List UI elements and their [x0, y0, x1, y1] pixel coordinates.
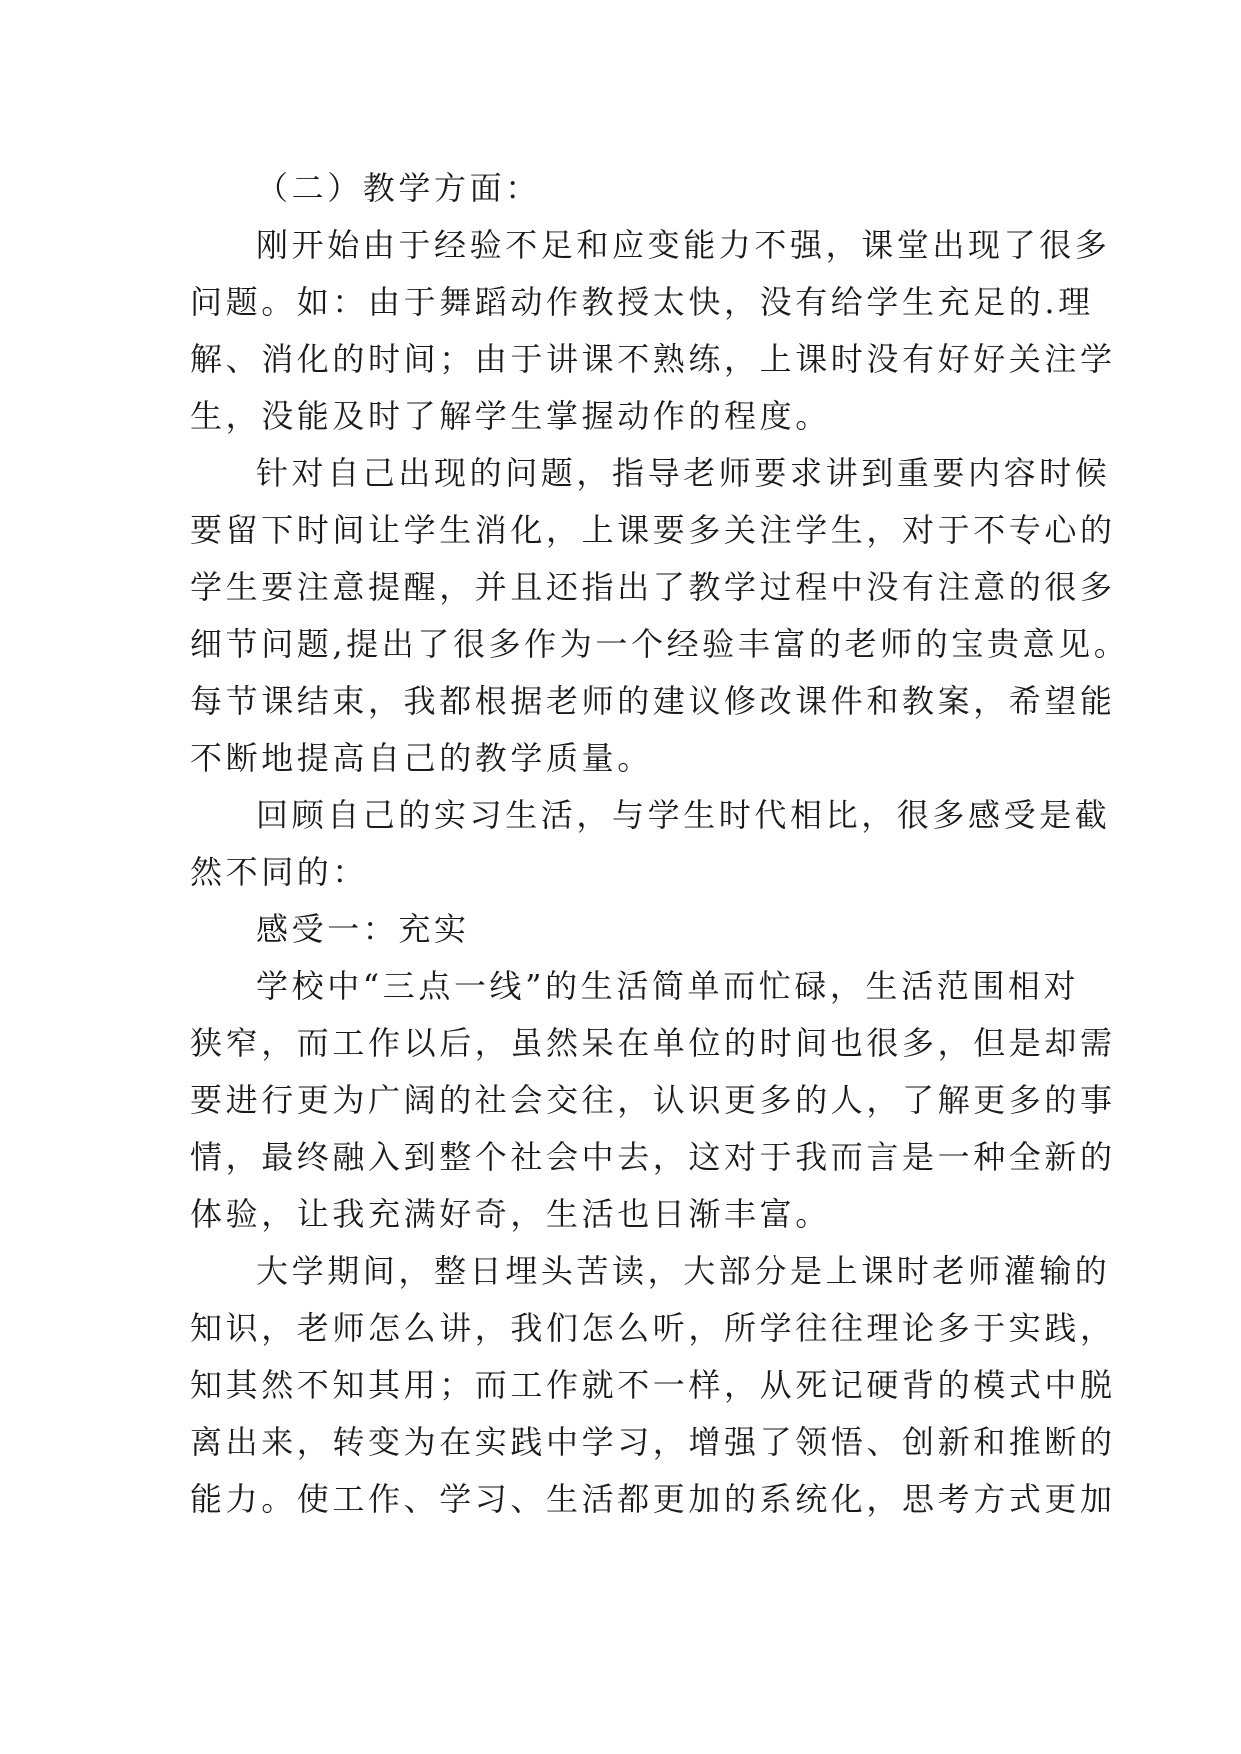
text-line: 知其然不知其用；而工作就不一样，从死记硬背的模式中脱	[190, 1366, 1116, 1404]
text-line: 要留下时间让学生消化，上课要多关注学生，对于不专心的	[190, 511, 1116, 549]
text-line: 每节课结束，我都根据老师的建议修改课件和教案，希望能	[190, 682, 1116, 720]
text-line: 解、消化的时间；由于讲课不熟练，上课时没有好好关注学	[190, 340, 1116, 378]
text-line: 狭窄，而工作以后，虽然呆在单位的时间也很多，但是却需	[190, 1024, 1116, 1062]
text-line: 回顾自己的实习生活，与学生时代相比，很多感受是截	[256, 796, 1111, 834]
text-line: 针对自己出现的问题，指导老师要求讲到重要内容时候	[256, 454, 1111, 492]
text-line: 刚开始由于经验不足和应变能力不强，课堂出现了很多	[256, 226, 1111, 264]
text-line: 体验，让我充满好奇，生活也日渐丰富。	[190, 1195, 831, 1233]
text-line: 要进行更为广阔的社会交往，认识更多的人，了解更多的事	[190, 1081, 1116, 1119]
subsection-heading: 感受一：充实	[256, 910, 470, 948]
text-line: 知识，老师怎么讲，我们怎么听，所学往往理论多于实践，	[190, 1309, 1116, 1347]
text-line: 问题。如：由于舞蹈动作教授太快，没有给学生充足的.理	[190, 283, 1094, 321]
text-line: 离出来，转变为在实践中学习，增强了领悟、创新和推断的	[190, 1423, 1116, 1461]
text-line: 学校中“三点一线”的生活简单而忙碌，生活范围相对	[256, 967, 1080, 1005]
text-line: 然不同的：	[190, 853, 369, 891]
text-line: 能力。使工作、学习、生活都更加的系统化，思考方式更加	[190, 1480, 1116, 1518]
section-heading: （二）教学方面：	[256, 169, 541, 207]
text-line: 情，最终融入到整个社会中去，这对于我而言是一种全新的	[190, 1138, 1116, 1176]
text-line: 大学期间，整日埋头苦读，大部分是上课时老师灌输的	[256, 1252, 1111, 1290]
text-line: 细节问题,提出了很多作为一个经验丰富的老师的宝贵意见。	[190, 625, 1130, 663]
text-line: 不断地提高自己的教学质量。	[190, 739, 653, 777]
text-line: 生，没能及时了解学生掌握动作的程度。	[190, 397, 831, 435]
text-line: 学生要注意提醒，并且还指出了教学过程中没有注意的很多	[190, 568, 1116, 606]
